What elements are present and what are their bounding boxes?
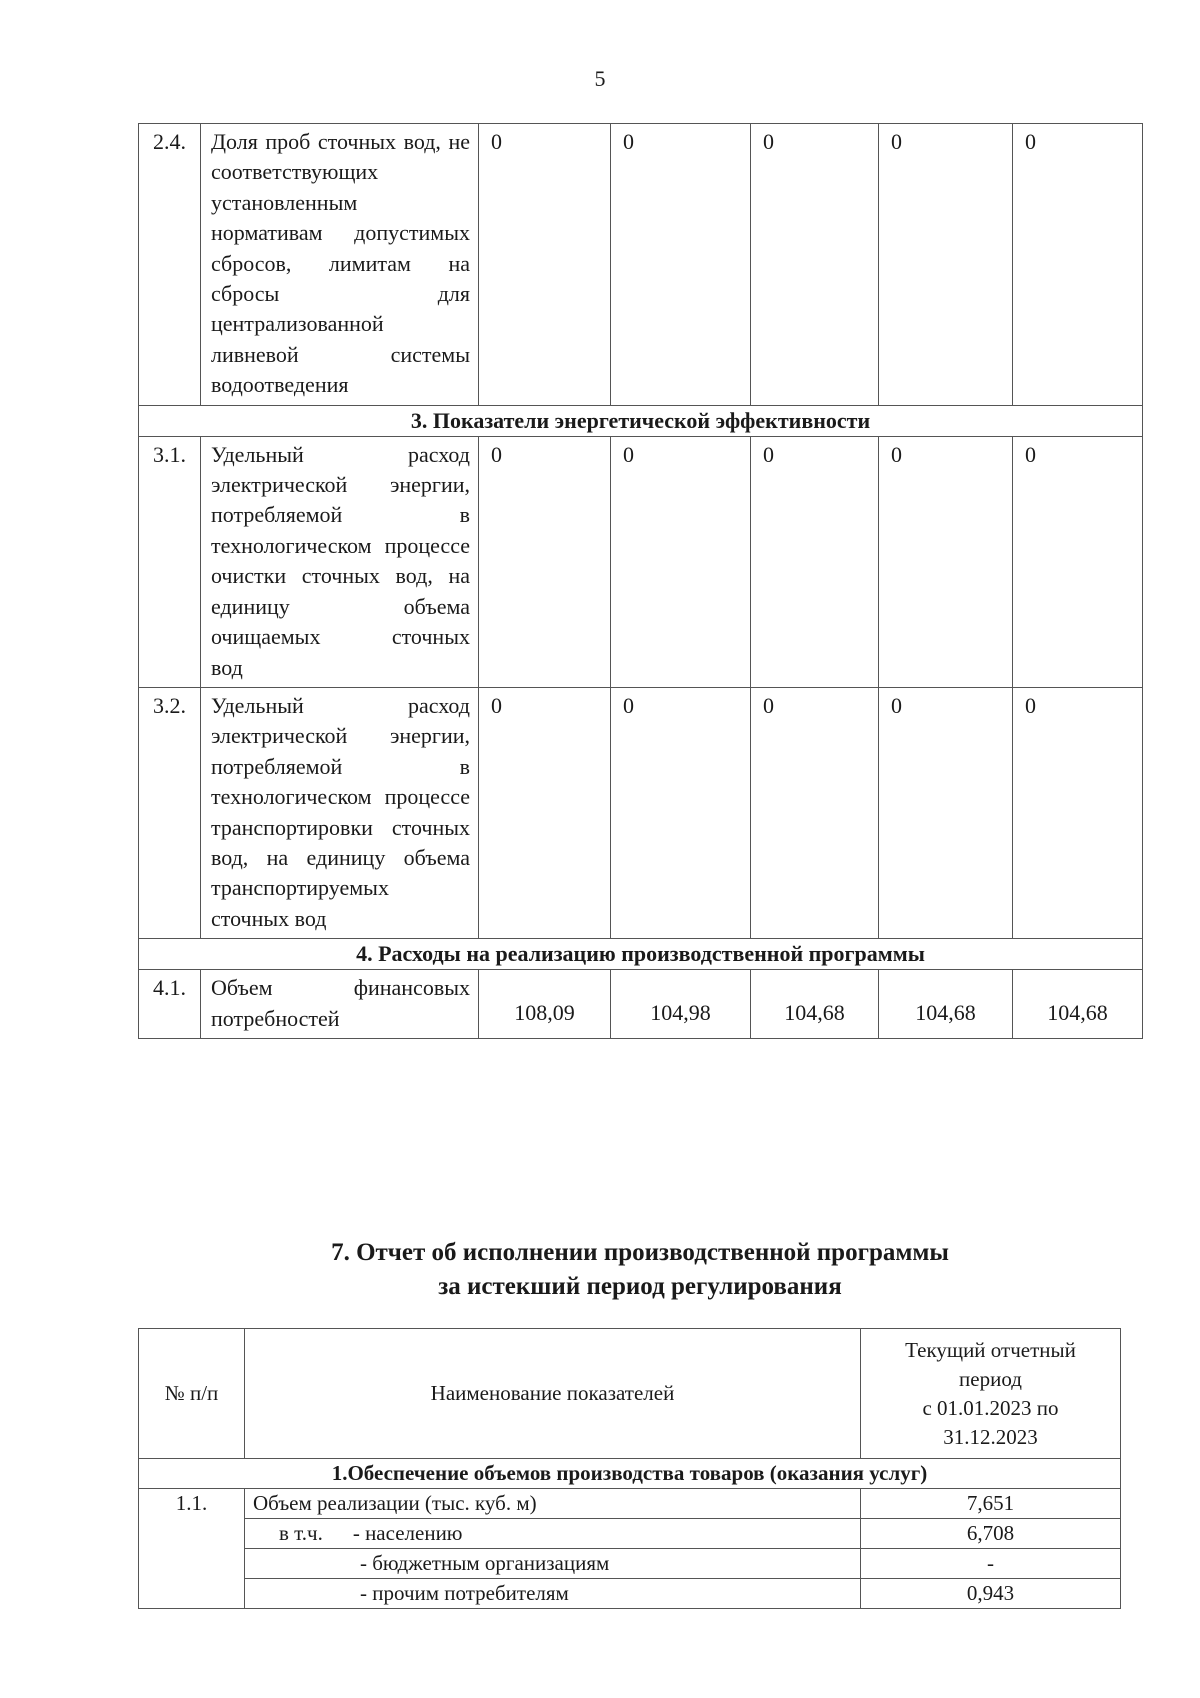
indicator-name: Доля проб сточных вод, не соответствующих установленным нормативам допустимых сбросов, лимитам на сбросы для централизованной ливневой системы водоотведения [201,124,479,406]
value-cell: 0,943 [861,1579,1121,1609]
indicator-name: Удельный расход электрической энергии, потребляемой в технологическом процессе очистки сточных вод, на единицу объема очищаемых сточных вод [201,436,479,687]
value-cell: 0 [479,687,611,938]
value-cell: 0 [751,687,879,938]
value-cell: 0 [1013,436,1143,687]
value-cell: 0 [611,436,751,687]
value-cell: - [861,1549,1121,1579]
row-number: 1.1. [139,1489,245,1609]
row-number: 3.1. [139,436,201,687]
value-cell: 0 [1013,687,1143,938]
value-cell: 0 [879,124,1013,406]
value-cell: 104,68 [879,970,1013,1039]
column-header-period: Текущий отчетный период с 01.01.2023 по 31.12.2023 [861,1329,1121,1459]
heading-line-2: за истекший период регулирования [438,1273,842,1300]
indicator-name: - прочим потребителям [245,1579,861,1609]
row-number: 4.1. [139,970,201,1039]
table-row [139,124,1143,406]
value-cell: 104,68 [751,970,879,1039]
value-cell: 6,708 [861,1519,1121,1549]
value-cell: 0 [879,687,1013,938]
value-cell: 0 [751,436,879,687]
indicator-name: Удельный расход электрической энергии, потребляемой в технологическом процессе транспортировки сточных вод, на единицу объема транспортируемых сточных вод [201,687,479,938]
value-cell: 108,09 [479,970,611,1039]
table-row [139,1549,1121,1579]
section-title: 1.Обеспечение объемов производства товаров (оказания услуг) [139,1459,1121,1489]
section-row [139,939,1143,970]
value-cell: 0 [879,436,1013,687]
value-cell: 104,68 [1013,970,1143,1039]
column-header-number: № п/п [139,1329,245,1459]
row-number: 2.4. [139,124,201,406]
section-title: 3. Показатели энергетической эффективности [139,405,1143,436]
value-cell: 7,651 [861,1489,1121,1519]
page-number: 5 [594,66,606,91]
indicators-table [138,123,1143,1039]
table-row [139,1489,1121,1519]
value-cell: 0 [611,687,751,938]
section-row [139,405,1143,436]
indicator-name: Объем реализации (тыс. куб. м) [245,1489,861,1519]
row-number: 3.2. [139,687,201,938]
section-title: 4. Расходы на реализацию производственной программы [139,939,1143,970]
value-cell: 0 [1013,124,1143,406]
heading-line-1: 7. Отчет об исполнении производственной программы [331,1239,949,1266]
table-row [139,687,1143,938]
indicator-name: в т.ч. - населению [245,1519,861,1549]
table-row [139,436,1143,687]
value-cell: 0 [479,124,611,406]
table-row [139,1519,1121,1549]
value-cell: 0 [611,124,751,406]
value-cell: 0 [751,124,879,406]
header-row [139,1329,1121,1459]
column-header-name: Наименование показателей [245,1329,861,1459]
value-cell: 104,98 [611,970,751,1039]
section-row [139,1459,1121,1489]
indicator-name: Объем финансовых потребностей [201,970,479,1039]
report-table [138,1328,1121,1609]
report-heading [0,1236,1200,1304]
value-cell: 0 [479,436,611,687]
table-row [139,1579,1121,1609]
table-row [139,970,1143,1039]
indicator-name: - бюджетным организациям [245,1549,861,1579]
